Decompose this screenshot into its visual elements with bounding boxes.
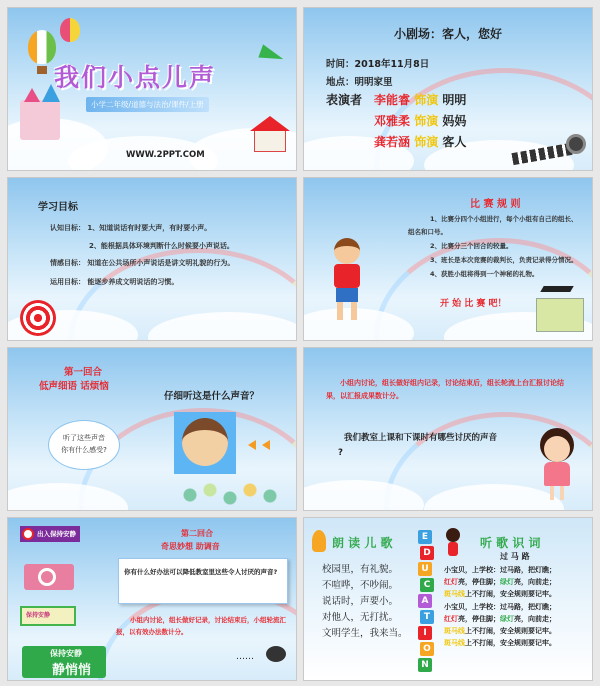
cast-verb: 饰演 — [414, 135, 439, 149]
subtitle-bar: 小学二年级/道德与法治/课件/上册 — [86, 97, 209, 112]
mute-icon — [38, 568, 56, 586]
question-mark: ? — [338, 448, 343, 458]
rule-line: 3、班长是本次竞赛的裁判长，负责记录得分情况。 — [430, 256, 578, 264]
edu-letter: I — [418, 626, 432, 640]
house-icon — [254, 130, 286, 152]
cast-row — [374, 133, 466, 150]
website-url: WWW.2PPT.COM — [126, 150, 205, 160]
castle-roof — [24, 88, 40, 102]
round-title: 第二回合 — [181, 529, 213, 538]
round-theme: 低声细语 话烦恼 — [39, 381, 109, 392]
slide-8-reading[interactable] — [303, 517, 593, 681]
lyric-line: 红灯亮，停住脚；绿灯亮，向前走； — [444, 578, 556, 587]
slide-heading: 学习目标 — [38, 202, 78, 213]
cast-label: 表演者 — [326, 93, 363, 107]
film-reel-icon — [566, 134, 586, 154]
song-heading: 听 歌 识 词 — [480, 536, 541, 550]
discussion-instruction: 小组内讨论，组长做好组内记录，讨论结束后，组长轮流上台汇报讨论结果，以汇报成果数计分。 — [326, 379, 564, 400]
girl-leg — [550, 486, 554, 500]
crying-face-icon — [182, 418, 228, 466]
goal-line: 2、能根据具体环境判断什么时候要小声说话。 — [89, 242, 234, 250]
place-text: 地点：明明家里 — [326, 77, 393, 88]
school-building-icon — [536, 298, 584, 332]
sign-text: 出入保持安静 — [37, 530, 76, 538]
goal-line: 认知目标： 1、知道说话有时要大声，有时要小声。 — [50, 224, 212, 232]
question-text: 你有什么好办法可以降低教室里这些令人讨厌的声音? — [124, 568, 278, 576]
bubble-text: 听了这些声音 你有什么感受? — [61, 434, 107, 454]
page-title: 我们小点儿声 — [54, 63, 217, 92]
poem-line: 校园里，有礼貌。 — [322, 564, 399, 575]
listen-prompt: 仔细听这是什么声音？ — [164, 391, 260, 402]
sound-arrow-icon[interactable] — [248, 440, 256, 450]
edu-letter: A — [418, 594, 432, 608]
girl-icon-body — [448, 542, 458, 556]
girl-leg — [560, 486, 564, 500]
edu-letter: U — [418, 562, 432, 576]
boy-shorts — [336, 288, 358, 302]
cast-row — [374, 112, 466, 129]
target-icon — [20, 300, 56, 336]
boy-shirt — [334, 264, 360, 288]
role-name: 客人 — [442, 135, 467, 149]
slide-3-goals[interactable] — [7, 177, 297, 341]
poem-line: 文明学生，我来当。 — [322, 628, 408, 639]
slide-heading: 小剧场：客人，您好 — [394, 27, 503, 41]
girl-dress — [544, 462, 570, 486]
bird-icon — [266, 646, 286, 662]
song-lyrics — [444, 564, 556, 649]
song-title: 过 马 路 — [500, 552, 530, 561]
lyric-line: 小宝贝，上学校：过马路，把灯瞧； — [444, 566, 556, 574]
slide-4-rules[interactable] — [303, 177, 593, 341]
role-name: 妈妈 — [442, 114, 467, 128]
edu-letter: N — [418, 658, 432, 672]
edu-letter: T — [420, 610, 434, 624]
graduation-cap-icon — [540, 286, 573, 292]
round-title: 第一回合 — [64, 367, 103, 378]
lyric-line: 小宝贝，上学校：过马路，把灯瞧； — [444, 602, 556, 611]
lyric-line: 斑马线上不打闹，安全规则要记牢。 — [444, 639, 556, 648]
edu-letter: D — [420, 546, 434, 560]
role-name: 明明 — [442, 93, 467, 107]
rule-line: 4、获胜小组将得到一个神秘的礼物。 — [430, 270, 539, 278]
slide-7-round-two[interactable] — [7, 517, 297, 681]
lyric-line: 红灯亮，停住脚；绿灯亮，向前走； — [444, 614, 556, 623]
boy-head — [334, 238, 360, 264]
kid-icon — [312, 530, 326, 552]
edu-letter: O — [420, 642, 434, 656]
slide-heading: 比 赛 规 则 — [470, 199, 521, 210]
start-text: 开 始 比 赛 吧！ — [440, 299, 507, 309]
castle-icon — [20, 100, 60, 140]
rule-line: 2、比赛分三个回合的较量。 — [430, 242, 513, 250]
sign-big-text: 静悄悄 — [52, 663, 92, 678]
decorative-dots — [180, 480, 290, 510]
goal-line: 情感目标： 知道在公共场所小声说话是讲文明礼貌的行为。 — [50, 259, 235, 267]
poem-line: 不喧哗，不吵闹。 — [322, 580, 399, 591]
edu-letter: E — [418, 530, 432, 544]
lyric-line: 斑马线上不打闹，安全规则要记牢。 — [444, 590, 556, 599]
discussion-question: 我们教室上课和下课时有哪些讨厌的声音 — [344, 433, 498, 443]
girl-face-icon — [544, 436, 570, 462]
hot-air-balloon-icon — [28, 30, 56, 64]
sound-arrow-icon[interactable] — [262, 440, 270, 450]
boy-leg — [337, 302, 343, 320]
slide-6-discussion[interactable] — [303, 347, 593, 511]
rule-line: 1、比赛分四个小组进行，每个小组有自己的组长、 — [430, 215, 578, 223]
slide-5-round-one[interactable] — [7, 347, 297, 511]
house-roof — [250, 116, 290, 131]
reading-heading: 朗 读 儿 歌 — [332, 536, 393, 550]
lyric-line: 斑马线上不打闹，安全规则要记牢。 — [444, 627, 556, 636]
hot-air-balloon-icon — [60, 18, 80, 42]
boy-leg — [351, 302, 357, 320]
slide-2-theater[interactable] — [303, 7, 593, 171]
girl-icon — [446, 528, 460, 542]
paper-plane-icon — [258, 44, 285, 65]
round-theme: 奇思妙想 助调音 — [161, 542, 220, 551]
poem-line: 说话时，声要小。 — [322, 596, 399, 607]
goal-line: 运用目标： 能逐步养成文明说话的习惯。 — [50, 278, 179, 286]
group-instruction: 小组内讨论，组长做好记录，讨论结束后，小组轮流汇报，以有效办法数计分。 — [116, 616, 286, 636]
poem-line: 对他人，无打扰。 — [322, 612, 399, 623]
sign-text: 保持安静 — [26, 612, 51, 619]
question-card — [118, 558, 288, 604]
cast-verb: 饰演 — [414, 114, 439, 128]
actor-name: 李能睿 — [374, 93, 411, 107]
actor-name: 邓雅柔 — [374, 114, 411, 128]
edu-letter: C — [420, 578, 434, 592]
poem — [322, 562, 408, 642]
sign-small-text: 保持安静 — [50, 649, 82, 658]
actor-name: 龚若涵 — [374, 135, 411, 149]
time-text: 时间：2018年11月8日 — [326, 59, 430, 70]
slide-1-title[interactable] — [7, 7, 297, 171]
rule-line: 组名和口号。 — [408, 228, 447, 236]
cast-row — [374, 91, 466, 108]
ellipsis: …… — [236, 652, 254, 662]
no-noise-icon — [22, 528, 34, 540]
balloon-basket — [37, 66, 47, 74]
cast-verb: 饰演 — [414, 93, 439, 107]
